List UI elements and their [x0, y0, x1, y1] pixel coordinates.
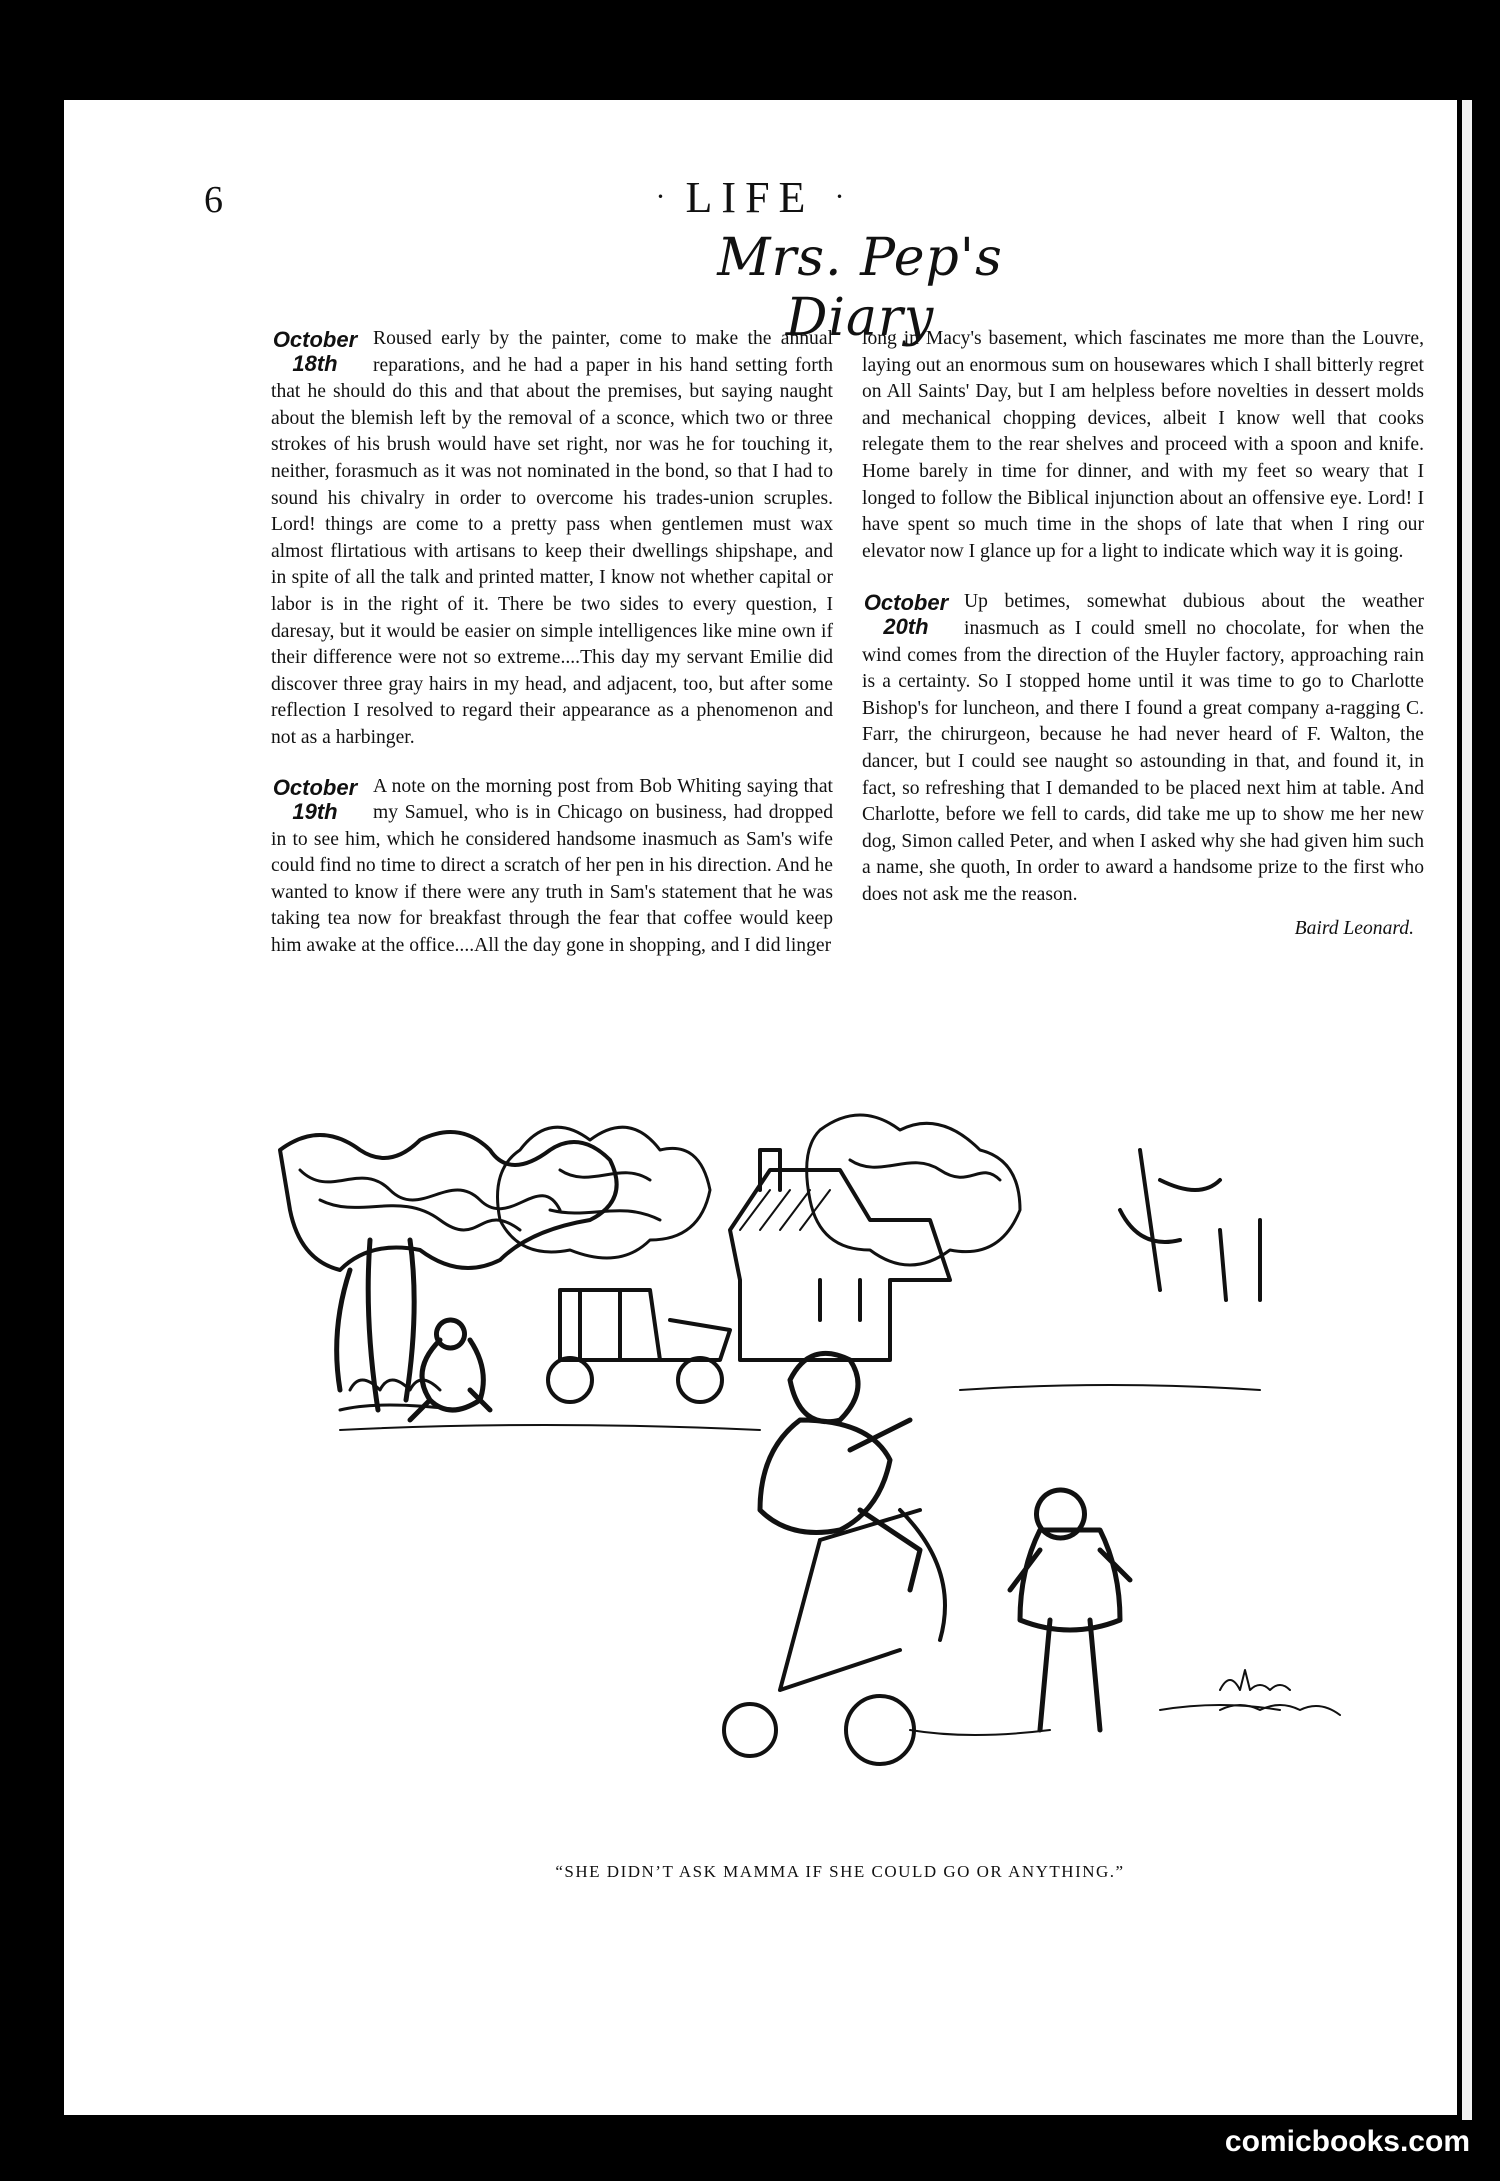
- standing-girl: [1010, 1490, 1130, 1730]
- article-title: Mrs. Pep's Diary: [717, 228, 1003, 348]
- tricycle-rear-wheel: [724, 1704, 776, 1756]
- entry-date: [862, 591, 950, 639]
- date-day: 20th: [883, 614, 929, 640]
- pen-ink-illustration: [260, 1090, 1420, 1840]
- masthead-dot-right: ·: [834, 180, 845, 213]
- adjacent-page-edge: [1462, 100, 1472, 2120]
- signature-drawn: [1220, 1670, 1340, 1715]
- car: [560, 1290, 730, 1360]
- ground-lines: [340, 1385, 1280, 1735]
- entry-text: A note on the morning post from Bob Whiting saying that my Samuel, who is in Chicago on business, had dropped in to see him, which he considered handsome inasmuch as Sam's wife could find no time to direct a scratch of her pen in his direction. And he wanted to know if there were any truth in Sam's statement that he was taking tea now for breakfast through the fear that coffee would keep him awake at the office....All the day gone in shopping, and I did linger: [271, 775, 833, 957]
- date-day: 18th: [292, 351, 338, 376]
- girl-on-tricycle: [760, 1353, 920, 1590]
- watermark: comicbooks.com: [1224, 2125, 1470, 2158]
- entry-text: Up betimes, somewhat dubious about the weather inasmuch as I could smell no chocolate, for when the wind comes from the direction of the Huyler factory, approaching rain is a certainty. So I stopped home until it was time to go to Charlotte Bishop's for luncheon, and there I found a great company a-ragging C. Farr, the chirurgeon, because he had never heard of F. Walton, the dancer, but I could see naught so astounding in that, and found it, in fact, so refreshing that I demanded to be placed next him at table. And Charlotte, before we fell to cards, did take me up to show me her new dog, Simon called Peter, and when I asked why she had given him such a name, she quoth, In order to award a handsome prize to the first who does not ask me the reason.: [862, 591, 1424, 905]
- entry-text: Roused early by the painter, come to make the annual reparations, and he had a paper in his hand setting forth that he should do this and that about the premises, but saying naught about the blemish left by the removal of a sconce, which two or three strokes of his brush would have set right, nor was he for touching it, neither, forasmuch as it was not nominated in the bond, so that I had to sound his chivalry in order to overcome his trades-union scruples. Lord! things are come to a pretty pass when gentlemen must wax almost flirtatious with artisans to keep their dwellings shipshape, and in spite of all the talk and printed matter, I know not whether capital or labor is in the right of it. There be two sides to every question, I daresay, but it would be easier on simple intelligences like mine own if their difference were not so extreme....This day my servant Emilie did discover three gray hairs in my head, and adjacent, too, but after some reflection I resolved to regard their appearance as a phenomenon and not as a harbinger.: [271, 328, 833, 748]
- page-number: 6: [204, 179, 223, 221]
- illustration-caption: “SHE DIDN’T ASK MAMMA IF SHE COULD GO OR ANYTHING.”: [555, 1862, 1125, 1881]
- tricycle-front-wheel: [846, 1696, 914, 1764]
- foliage-left-scribble: [300, 1170, 560, 1230]
- entry-date: [271, 776, 359, 824]
- entry-date: [271, 328, 359, 376]
- masthead-title: LIFE: [685, 173, 815, 222]
- date-month: October: [863, 590, 949, 616]
- masthead-dot-left: ·: [655, 180, 666, 213]
- diary-entry-oct-20: [862, 589, 1424, 908]
- tree-far-right: [1120, 1150, 1260, 1300]
- masthead: [0, 172, 1500, 223]
- author-byline: Baird Leonard.: [1294, 918, 1414, 940]
- diary-entry-oct-18: [271, 326, 833, 752]
- date-month: October: [272, 327, 358, 352]
- car-wheel-rear: [548, 1358, 592, 1402]
- entry-continuation: long in Macy's basement, which fascinates me more than the Louvre, laying out an enormous sum on housewares which I shall bitterly regret on All Saints' Day, but I am helpless before novelties in dessert molds and mechanical chopping devices, albeit I know well that cooks relegate them to the rear shelves and proceed with a spoon and knife. Home barely in time for dinner, and with my feet so weary that I longed to follow the Biblical injunction about an offensive eye. Lord! I have spent so much time in the shops of late that when I ring our elevator now I glance up for a light to indicate which way it is going.: [862, 328, 1424, 562]
- diary-entry-oct-19: [271, 774, 833, 960]
- house: [730, 1150, 950, 1360]
- foliage-right: [807, 1115, 1020, 1265]
- car-wheel-front: [678, 1358, 722, 1402]
- left-column: [271, 326, 833, 960]
- tricycle: [780, 1510, 945, 1690]
- right-column: [862, 326, 1424, 943]
- date-day: 19th: [292, 798, 338, 824]
- date-month: October: [272, 774, 358, 800]
